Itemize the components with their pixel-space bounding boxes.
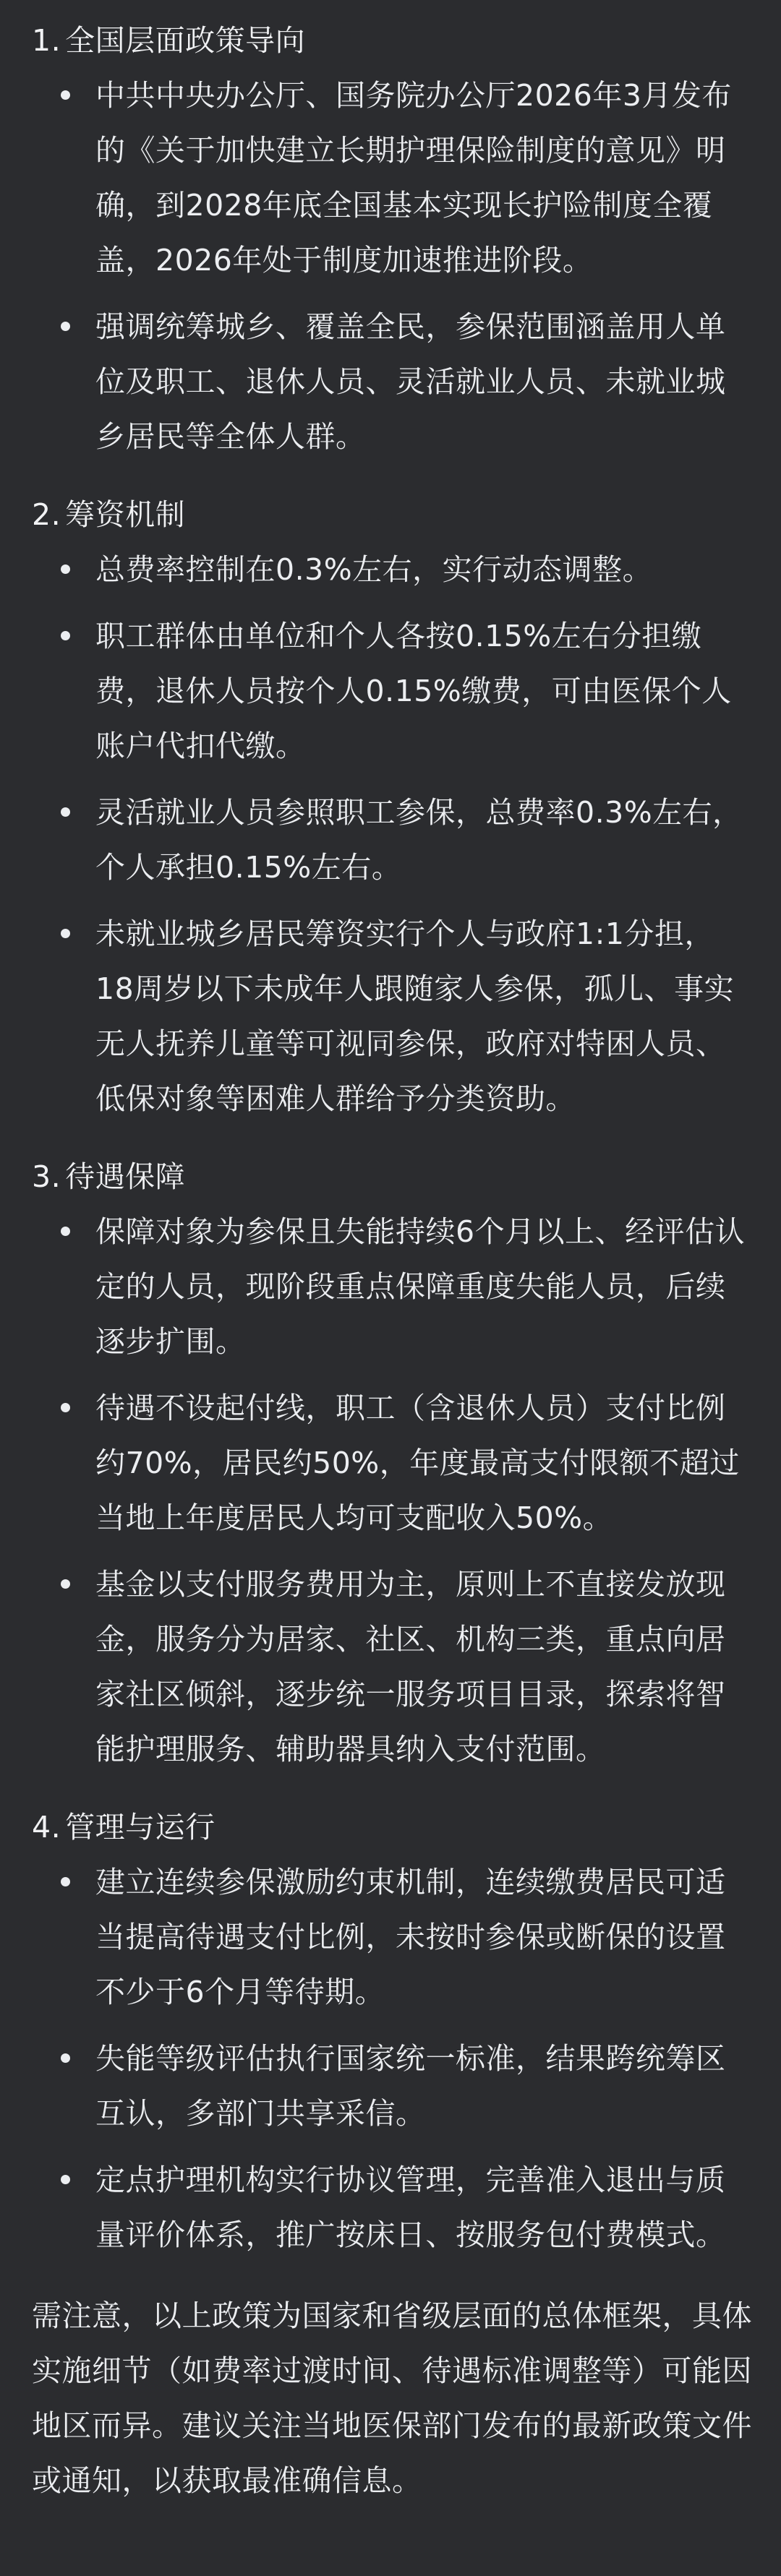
section-title: 全国层面政策导向 xyxy=(65,23,306,58)
list-item-text: 总费率控制在0.3%左右，实行动态调整。 xyxy=(95,552,653,587)
section-heading xyxy=(32,1800,752,1855)
list-item xyxy=(58,299,752,464)
list-item-text: 强调统筹城乡、覆盖全民，参保范围涵盖用人单位及职工、退休人员、灵活就业人员、未就业城乡居民等全体人群。 xyxy=(95,309,726,454)
bullet-list xyxy=(32,68,752,464)
section-title: 管理与运行 xyxy=(65,1810,215,1845)
list-item-text: 灵活就业人员参照职工参保，总费率0.3%左右，个人承担0.15%左右。 xyxy=(95,795,743,885)
section-number: 4. xyxy=(32,1810,61,1845)
section-national-policy xyxy=(32,13,752,464)
list-item-text: 未就业城乡居民筹资实行个人与政府1:1分担，18周岁以下未成年人跟随家人参保，孤儿、事实无人抚养儿童等可视同参保，政府对特困人员、低保对象等困难人群给予分类资助。 xyxy=(95,916,735,1116)
list-item-text: 中共中央办公厅、国务院办公厅2026年3月发布的《关于加快建立长期护理保险制度的意见》明确，到2028年底全国基本实现长护险制度全覆盖，2026年处于制度加速推进阶段。 xyxy=(95,78,732,278)
section-title: 筹资机制 xyxy=(65,497,186,532)
bullet-icon xyxy=(61,929,70,938)
bullet-icon xyxy=(61,322,70,331)
list-item-text: 建立连续参保激励约束机制，连续缴费居民可适当提高待遇支付比例，未按时参保或断保的设置不少于6个月等待期。 xyxy=(95,1865,726,2009)
bullet-list xyxy=(32,1204,752,1777)
section-number: 1. xyxy=(32,23,61,58)
list-item xyxy=(58,609,752,773)
list-item xyxy=(58,785,752,895)
list-item xyxy=(58,906,752,1126)
list-item xyxy=(58,1855,752,2019)
list-item xyxy=(58,542,752,597)
section-title: 待遇保障 xyxy=(65,1159,186,1194)
section-heading xyxy=(32,13,752,68)
bullet-list xyxy=(32,1855,752,2262)
section-funding xyxy=(32,487,752,1126)
section-benefits xyxy=(32,1149,752,1777)
list-item xyxy=(58,1381,752,1545)
bullet-icon xyxy=(61,1403,70,1412)
bullet-icon xyxy=(61,1579,70,1589)
bullet-icon xyxy=(61,1227,70,1236)
list-item-text: 失能等级评估执行国家统一标准，结果跨统筹区互认，多部门共享采信。 xyxy=(95,2041,726,2131)
bullet-icon xyxy=(61,2175,70,2184)
list-item-text: 定点护理机构实行协议管理，完善准入退出与质量评价体系，推广按床日、按服务包付费模式。 xyxy=(95,2163,726,2252)
bullet-icon xyxy=(61,1877,70,1886)
list-item-text: 待遇不设起付线，职工（含退休人员）支付比例约70%，居民约50%，年度最高支付限额不超过当地上年度居民人均可支配收入50%。 xyxy=(95,1391,740,1535)
bullet-icon xyxy=(61,2053,70,2063)
section-number: 3. xyxy=(32,1159,61,1194)
bullet-icon xyxy=(61,90,70,100)
section-number: 2. xyxy=(32,497,61,532)
bullet-icon xyxy=(61,631,70,640)
list-item xyxy=(58,2031,752,2141)
bullet-list xyxy=(32,542,752,1126)
list-item xyxy=(58,68,752,288)
list-item-text: 保障对象为参保且失能持续6个月以上、经评估认定的人员，现阶段重点保障重度失能人员，后续逐步扩围。 xyxy=(95,1214,746,1359)
bullet-icon xyxy=(61,564,70,574)
bullet-icon xyxy=(61,807,70,817)
section-management xyxy=(32,1800,752,2262)
list-item-text: 职工群体由单位和个人各按0.15%左右分担缴费，退休人员按个人0.15%缴费，可由医保个人账户代扣代缴。 xyxy=(95,619,732,763)
closing-note: 需注意，以上政策为国家和省级层面的总体框架，具体实施细节（如费率过渡时间、待遇标准调整等）可能因地区而异。建议关注当地医保部门发布的最新政策文件或通知，以获取最准确信息。 xyxy=(32,2298,752,2498)
list-item xyxy=(58,2152,752,2262)
list-item xyxy=(58,1204,752,1369)
list-item xyxy=(58,1557,752,1777)
section-heading xyxy=(32,487,752,542)
section-heading xyxy=(32,1149,752,1204)
list-item-text: 基金以支付服务费用为主，原则上不直接发放现金，服务分为居家、社区、机构三类，重点向居家社区倾斜，逐步统一服务项目目录，探索将智能护理服务、辅助器具纳入支付范围。 xyxy=(95,1567,726,1766)
